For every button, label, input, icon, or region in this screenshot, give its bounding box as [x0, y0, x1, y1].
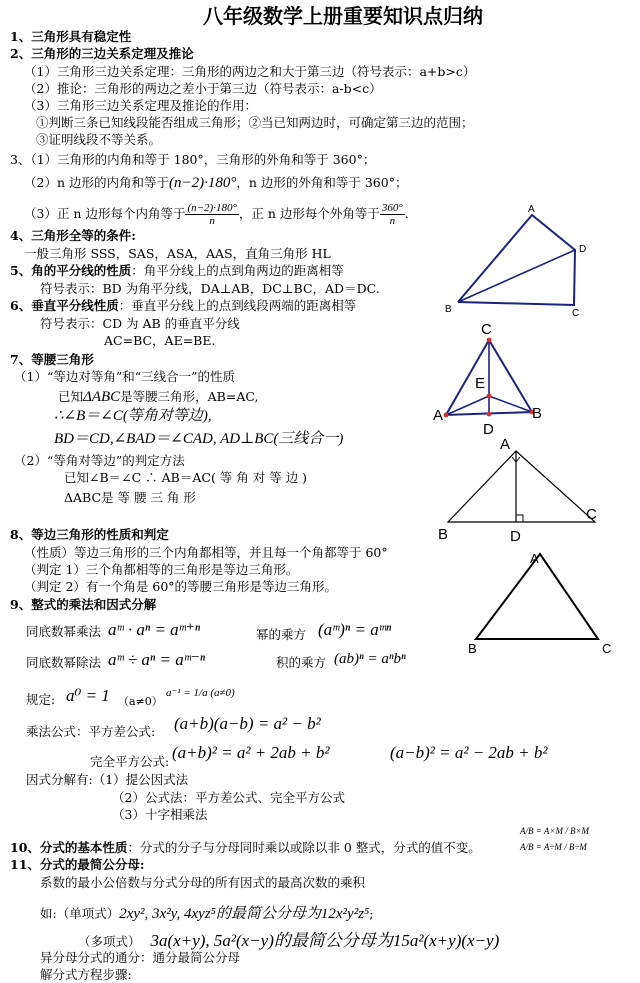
s10-body: ：分式的分子与分母同时乘以或除以非 0 整式，分式的值不变。 — [127, 840, 481, 855]
s4-heading: 4、三角形全等的条件: — [10, 228, 136, 243]
s6-line2: AC=BC，AE=BE. — [104, 333, 216, 348]
s3-line2-text-b: ，n 边形的外角和等于 360°； — [236, 175, 408, 190]
quad-label-d: D — [579, 244, 587, 255]
s4-line1: 一般三角形 SSS，SAS，ASA，AAS，直角三角形 HL — [24, 246, 331, 261]
s3-line2-formula: (n−2)·180° — [168, 175, 237, 191]
equi-triangle — [476, 554, 598, 639]
s7-line2 — [58, 388, 258, 406]
s9-row1b: 幂的乘方 — [256, 627, 307, 642]
equi-label-b: B — [468, 641, 477, 656]
page-title: 八年级数学上册重要知识点归纳 — [203, 4, 483, 28]
iso-right-angle-mark — [516, 515, 523, 522]
s2-heading: 2、三角形的三边关系定理及推论 — [10, 46, 194, 61]
quad-outline — [458, 215, 575, 305]
s2-line1: （1）三角形三边关系定理：三角形的两边之和大于第三边（符号表示：a+b>c） — [24, 64, 476, 79]
perpendicular-bisector-figure — [430, 318, 555, 436]
s11-line3-label: （多项式） — [78, 934, 141, 949]
s9-row4a: 乘法公式：平方差公式: — [26, 724, 156, 739]
s2-line2: （2）推论：三角形的两边之差小于第三边（符号表示：a-b<c） — [24, 81, 382, 96]
s11-line3-formula: 3a(x+y), 5a²(x−y)的最简公分母为15a²(x+y)(x−y) — [150, 931, 500, 950]
equilateral-triangle-figure — [460, 546, 620, 658]
s9-row7: （2）公式法：平方差公式、完全平方公式 — [112, 790, 345, 805]
s9-row5a: 完全平方公式: — [90, 754, 170, 769]
s11-heading: 11、分式的最简公分母: — [10, 857, 145, 872]
s10-formula2: A/B = A÷M / B÷M — [520, 842, 587, 852]
s7-line2-text-b: 是等腰三角形，AB=AC, — [120, 389, 259, 404]
equi-label-a: A — [530, 551, 539, 566]
s11-line1: 系数的最小公倍数与分式分母的所有因式的最高次数的乘积 — [40, 875, 366, 890]
quad-label-b: B — [445, 304, 452, 315]
s3-frac2-denominator: n — [389, 215, 396, 227]
perp-line-be — [489, 396, 532, 412]
quad-label-a: A — [528, 204, 535, 215]
s9-row2a: 同底数幂除法 — [26, 655, 102, 670]
s9-row2b: 积的乘方 — [276, 655, 327, 670]
s3-frac2-numerator: 360° — [381, 202, 403, 214]
s11-line5: 解分式方程步骤: — [40, 967, 132, 982]
s3-frac1-numerator: (n−2)·180° — [187, 202, 237, 214]
s3-frac1-denominator: n — [209, 215, 215, 227]
perp-point-a — [444, 413, 449, 418]
s7-line2-formula: ΔABC — [83, 389, 121, 405]
s11-line3 — [78, 931, 499, 951]
perp-point-d — [487, 412, 492, 417]
s5-body: ：角平分线上的点到角两边的距离相等 — [131, 263, 344, 278]
quad-label-c: C — [572, 308, 580, 319]
s11-line2 — [40, 905, 373, 923]
s11-line4: 异分母分式的通分：通分最简公分母 — [40, 950, 241, 965]
s7-line2-text-a: 已知 — [58, 389, 84, 404]
s11-line2-formula: 2xy², 3x²y, 4xyz⁵的最简公分母为12x²y²z⁵ — [119, 906, 370, 922]
s9-row2-formula2: (ab)ⁿ = aⁿbⁿ — [334, 651, 406, 667]
s3-line3-text-b: ，正 n 边形每个外角等于 — [238, 206, 380, 221]
bisector-line — [458, 250, 575, 302]
angle-bisector-figure — [440, 200, 590, 320]
s6-heading: 6、垂直平分线性质 — [10, 298, 119, 313]
s9-row1a: 同底数幂乘法 — [26, 624, 102, 639]
s8-heading: 8、等边三角形的性质和判定 — [10, 527, 169, 542]
s2-line3: （3）三角形三边关系定理及推论的作用： — [24, 98, 257, 113]
s7-line1: （1）“等边对等角”和“三线合一”的性质 — [14, 369, 236, 384]
s10-line — [10, 840, 481, 855]
iso-label-d: D — [510, 528, 521, 545]
s6-line — [10, 298, 356, 313]
s9-row8: （3）十字相乘法 — [112, 807, 208, 822]
s11-line2-end: ; — [369, 906, 374, 921]
s9-heading: 9、整式的乘法和因式分解 — [10, 597, 157, 612]
s3-line2 — [24, 174, 407, 192]
s5-line — [10, 263, 344, 278]
iso-label-a: A — [500, 436, 511, 453]
iso-label-c: C — [586, 506, 597, 523]
s7-line6: 已知∠B＝∠C ∴ AB＝AC( 等 角 对 等 边 ) — [64, 470, 308, 485]
s7-line5: （2）“等角对等边”的判定方法 — [14, 453, 185, 468]
equi-label-c: C — [602, 641, 612, 656]
s3-line3-fraction-2 — [380, 202, 405, 227]
isosceles-triangle-figure — [430, 434, 605, 546]
s5-heading: 5、角的平分线的性质 — [10, 263, 132, 278]
s2-line4: ①判断三条已知线段能否组成三角形；②当已知两边时，可确定第三边的范围； — [36, 115, 474, 130]
perp-point-c — [487, 338, 492, 343]
perp-label-b: B — [532, 405, 543, 422]
s3-line2-text-a: （2）n 边形的内角和等于 — [24, 175, 169, 190]
s8-line1: （性质）等边三角形的三个内角都相等，并且每一个角都等于 60° — [24, 545, 388, 560]
s3-line1: 3、（1）三角形的内角和等于 180°，三角形的外角和等于 360°； — [10, 152, 376, 167]
iso-label-b: B — [438, 526, 449, 543]
s5-line1: 符号表示：BD 为角平分线，DA⊥AB，DC⊥BC，AD＝DC. — [40, 281, 380, 296]
perp-point-e — [487, 394, 492, 399]
s6-body: ：垂直平分线上的点到线段两端的距离相等 — [118, 298, 357, 313]
s8-line2: （判定 1）三个角都相等的三角形是等边三角形。 — [24, 562, 299, 577]
s9-row2-formula: aᵐ ÷ aⁿ = aᵐ⁻ⁿ — [108, 650, 206, 669]
s9-row5-formula: (a+b)² = a² + 2ab + b² — [172, 743, 330, 762]
s9-row6: 因式分解有:（1）提公因式法 — [26, 772, 189, 787]
s9-row5-formula2: (a−b)² = a² − 2ab + b² — [390, 743, 548, 762]
s9-row1-formula: aᵐ · aⁿ = aᵐ⁺ⁿ — [108, 620, 201, 639]
s9-row3a: 规定: — [26, 692, 56, 707]
s7-heading: 7、等腰三角形 — [10, 352, 94, 367]
s1-line: 1、三角形具有稳定性 — [10, 29, 132, 44]
perp-label-d: D — [483, 421, 494, 436]
s3-line3-text-a: （3）正 n 边形每个内角等于 — [24, 206, 186, 221]
s7-line3: ∴∠B＝∠C(等角对等边), — [54, 408, 212, 424]
s9-row3-formula: a⁰ = 1 — [66, 686, 110, 705]
s9-row1-formula2: (aᵐ)ⁿ = aᵐⁿ — [318, 620, 392, 639]
s10-heading: 10、分式的基本性质 — [10, 840, 128, 855]
s3-line3-text-c: . — [404, 206, 409, 221]
s11-line2-label: 如:（单项式） — [40, 906, 120, 921]
perp-label-e: E — [475, 375, 486, 392]
s7-line4: BD＝CD,∠BAD＝∠CAD, AD⊥BC(三线合一) — [54, 431, 344, 447]
s2-line5: ③证明线段不等关系。 — [36, 132, 162, 147]
s3-line3-fraction-1 — [185, 202, 238, 227]
s10-formula1: A/B = A×M / B×M — [520, 826, 590, 836]
s9-row3-formula2: a⁻¹ = 1/a (a≠0) — [166, 687, 235, 699]
s9-row3-condition: （a≠0） — [118, 695, 163, 708]
s6-line1: 符号表示：CD 为 AB 的垂直平分线 — [40, 316, 240, 331]
s3-line3 — [24, 199, 409, 229]
s8-line3: （判定 2）有一个角是 60°的等腰三角形是等边三角形。 — [24, 579, 338, 594]
s9-row4-formula: (a+b)(a−b) = a² − b² — [174, 714, 321, 733]
perp-label-a: A — [433, 407, 444, 424]
s7-line7: ΔABC是 等 腰 三 角 形 — [64, 490, 196, 505]
perp-label-c: C — [481, 321, 492, 338]
iso-triangle — [448, 451, 595, 522]
